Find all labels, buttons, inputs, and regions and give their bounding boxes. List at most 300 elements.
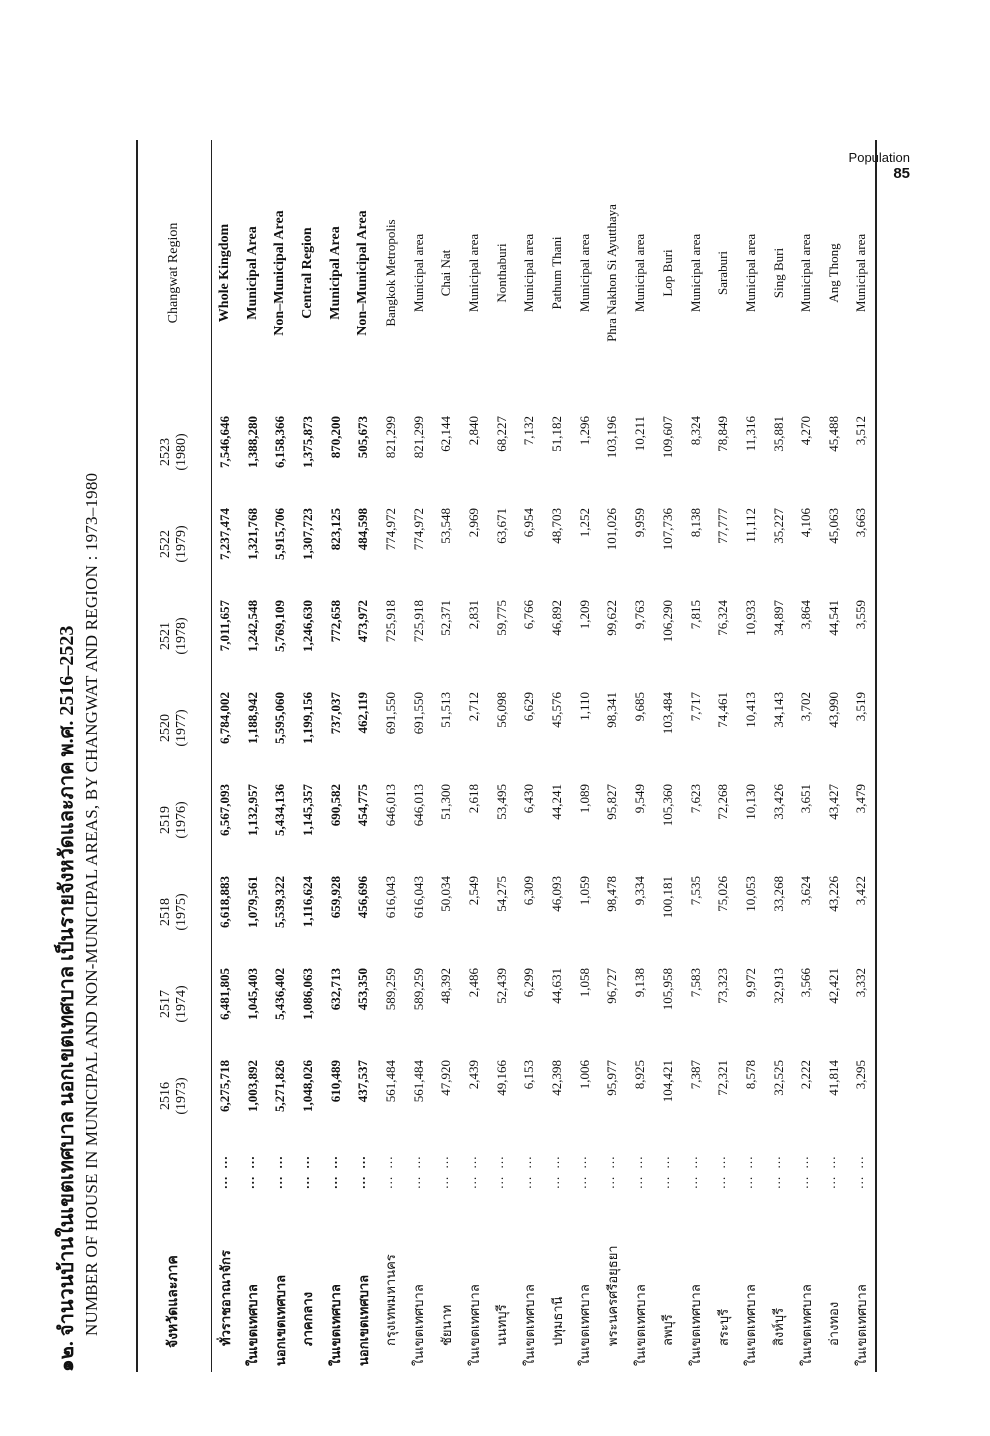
leader-dots: … …	[685, 1154, 701, 1190]
value-cell: 6,309	[521, 876, 537, 906]
value-cell: 453,350	[355, 968, 371, 1011]
value-cell: 9,138	[632, 968, 648, 998]
value-cell: 1,059	[576, 876, 592, 906]
leader-dots: … …	[795, 1154, 811, 1190]
value-cell: 473,972	[355, 600, 371, 643]
row-label-thai	[460, 1142, 488, 1372]
value-cell: 2,969	[466, 508, 482, 538]
value-cell: 43,427	[825, 784, 841, 820]
leader-dots: … …	[269, 1154, 285, 1190]
table-row	[599, 140, 627, 1372]
value-cell: 3,519	[853, 692, 869, 722]
value-cell: 1,058	[576, 968, 592, 998]
value-cell: 1,006	[576, 1060, 592, 1090]
value-cell: 737,037	[327, 692, 343, 735]
row-label-thai	[294, 1142, 322, 1372]
year-be: 2518	[158, 898, 174, 926]
header-year	[137, 682, 211, 774]
value-cell: 5,915,706	[272, 508, 288, 560]
row-label-english: Non–Municipal Area	[272, 210, 288, 336]
row-label-thai	[239, 1142, 267, 1372]
value-cell: 5,595,060	[272, 692, 288, 744]
value-cell: 35,881	[770, 416, 786, 452]
value-cell: 32,913	[770, 968, 786, 1004]
table-row	[322, 140, 350, 1372]
value-cell: 77,777	[715, 508, 731, 544]
table-row	[792, 140, 820, 1372]
houses-table	[136, 140, 877, 1372]
leader-dots: … …	[408, 1154, 424, 1190]
value-cell: 53,548	[438, 508, 454, 544]
value-cell: 105,360	[659, 784, 675, 827]
value-cell: 1,132,957	[244, 784, 260, 836]
value-cell: 100,181	[659, 876, 675, 919]
value-cell: 1,307,723	[299, 508, 315, 560]
row-label-thai	[848, 1142, 876, 1372]
row-label-thai	[543, 1142, 571, 1372]
header-row	[137, 140, 211, 1372]
value-cell: 821,299	[382, 416, 398, 459]
row-name: กรุงเทพมหานคร	[383, 1254, 399, 1346]
value-cell: 10,933	[742, 600, 758, 636]
value-cell: 1,296	[576, 416, 592, 446]
leader-dots: … …	[435, 1154, 451, 1190]
row-label-thai	[516, 1142, 544, 1372]
row-label-english: Phra Nakhon Si Ayutthaya	[604, 204, 620, 342]
value-cell: 589,259	[382, 968, 398, 1011]
value-cell: 7,535	[687, 876, 703, 906]
value-cell: 646,013	[410, 784, 426, 827]
value-cell: 53,495	[493, 784, 509, 820]
value-cell: 9,959	[632, 508, 648, 538]
value-cell: 1,079,561	[244, 876, 260, 928]
row-name: ในเขตเทศบาล	[632, 1284, 648, 1366]
value-cell: 75,026	[715, 876, 731, 912]
table-row	[433, 140, 461, 1372]
row-label-english: Bangkok Metropolis	[382, 219, 398, 327]
value-cell: 616,043	[382, 876, 398, 919]
row-name: ในเขตเทศบาล	[521, 1284, 537, 1366]
year-ce: (1978)	[174, 617, 190, 655]
value-cell: 456,696	[355, 876, 371, 919]
table-row	[737, 140, 765, 1372]
row-label-thai	[682, 1142, 710, 1372]
section-label: Population	[848, 150, 910, 165]
value-cell: 2,222	[798, 1060, 814, 1090]
value-cell: 98,341	[604, 692, 620, 728]
row-label-thai	[820, 1142, 848, 1372]
row-name: นนทบุรี	[494, 1304, 510, 1346]
value-cell: 9,549	[632, 784, 648, 814]
value-cell: 45,488	[825, 416, 841, 452]
value-cell: 10,053	[742, 876, 758, 912]
row-name: ลพบุรี	[660, 1314, 676, 1346]
value-cell: 45,063	[825, 508, 841, 544]
value-cell: 99,622	[604, 600, 620, 636]
value-cell: 6,954	[521, 508, 537, 538]
value-cell: 103,196	[604, 416, 620, 459]
header-year	[137, 958, 211, 1050]
value-cell: 11,112	[742, 508, 758, 543]
value-cell: 6,299	[521, 968, 537, 998]
value-cell: 3,512	[853, 416, 869, 446]
value-cell: 6,766	[521, 600, 537, 630]
table-row	[377, 140, 405, 1372]
table-row	[543, 140, 571, 1372]
value-cell: 870,200	[327, 416, 343, 459]
value-cell: 5,539,322	[272, 876, 288, 928]
value-cell: 72,268	[715, 784, 731, 820]
leader-dots: … …	[740, 1154, 756, 1190]
value-cell: 8,324	[687, 416, 703, 446]
value-cell: 103,484	[659, 692, 675, 735]
value-cell: 78,849	[715, 416, 731, 452]
value-cell: 9,685	[632, 692, 648, 722]
value-cell: 56,098	[493, 692, 509, 728]
value-cell: 1,045,403	[244, 968, 260, 1020]
row-name: ชัยนาท	[438, 1304, 454, 1346]
row-name: ในเขตเทศบาล	[411, 1284, 427, 1366]
leader-dots: … …	[850, 1154, 866, 1190]
row-label-english: Saraburi	[715, 250, 731, 296]
row-label-english: Ang Thong	[825, 243, 841, 303]
year-ce: (1977)	[174, 709, 190, 747]
value-cell: 3,864	[798, 600, 814, 630]
value-cell: 646,013	[382, 784, 398, 827]
value-cell: 6,567,093	[217, 784, 233, 836]
value-cell: 7,546,646	[217, 416, 233, 468]
row-label-english: Municipal area	[521, 233, 537, 313]
value-cell: 1,145,357	[299, 784, 315, 836]
value-cell: 46,093	[549, 876, 565, 912]
value-cell: 3,422	[853, 876, 869, 906]
table-row	[239, 140, 267, 1372]
value-cell: 1,048,026	[299, 1060, 315, 1112]
row-label-english: Lop Buri	[659, 249, 675, 297]
value-cell: 74,461	[715, 692, 731, 728]
row-name: ปทุมธานี	[549, 1296, 565, 1346]
row-label-english: Municipal area	[742, 233, 758, 313]
value-cell: 659,928	[327, 876, 343, 919]
table-title-thai: ๑๒. จำนวนบ้านในเขตเทศบาล นอกเขตเทศบาล เป็นรายจังหวัดและภาค พ.ศ. 2516–2523	[56, 625, 78, 1372]
row-label-english: Municipal area	[576, 233, 592, 313]
value-cell: 725,918	[410, 600, 426, 643]
leader-dots: … …	[768, 1154, 784, 1190]
value-cell: 43,990	[825, 692, 841, 728]
year-be: 2516	[158, 1082, 174, 1110]
value-cell: 11,316	[742, 416, 758, 452]
value-cell: 610,489	[327, 1060, 343, 1103]
row-name: พระนครศรีอยุธยา	[604, 1245, 620, 1346]
row-label-thai	[792, 1142, 820, 1372]
leader-dots: … …	[823, 1154, 839, 1190]
value-cell: 7,583	[687, 968, 703, 998]
table-row	[211, 140, 239, 1372]
value-cell: 50,034	[438, 876, 454, 912]
value-cell: 6,153	[521, 1060, 537, 1090]
table-row	[709, 140, 737, 1372]
row-label-thai	[765, 1142, 793, 1372]
value-cell: 104,421	[659, 1060, 675, 1103]
value-cell: 107,736	[659, 508, 675, 551]
value-cell: 7,237,474	[217, 508, 233, 560]
row-label-english: Municipal area	[632, 233, 648, 313]
row-name: ในเขตเทศบาล	[798, 1284, 814, 1366]
value-cell: 105,958	[659, 968, 675, 1011]
value-cell: 44,241	[549, 784, 565, 820]
row-label-english: Municipal area	[687, 233, 703, 313]
value-cell: 632,713	[327, 968, 343, 1011]
row-name: ในเขตเทศบาล	[853, 1284, 869, 1366]
table-row	[488, 140, 516, 1372]
value-cell: 7,717	[687, 692, 703, 722]
row-label-english: Chai Nat	[438, 249, 454, 297]
value-cell: 4,106	[798, 508, 814, 538]
row-label-english: Non–Municipal Area	[355, 210, 371, 336]
table-row	[460, 140, 488, 1372]
row-label-thai	[654, 1142, 682, 1372]
header-year	[137, 1050, 211, 1142]
value-cell: 3,663	[853, 508, 869, 538]
value-cell: 9,972	[742, 968, 758, 998]
year-ce: (1980)	[174, 433, 190, 471]
value-cell: 42,398	[549, 1060, 565, 1096]
value-cell: 6,275,718	[217, 1060, 233, 1112]
leader-dots: … …	[546, 1154, 562, 1190]
value-cell: 47,920	[438, 1060, 454, 1096]
row-name: อ่างทอง	[826, 1301, 842, 1346]
table-title-english: NUMBER OF HOUSE IN MUNICIPAL AND NON-MUNICIPAL AREAS, BY CHANGWAT AND REGION : 1973–1980	[82, 472, 101, 1336]
value-cell: 9,763	[632, 600, 648, 630]
year-ce: (1975)	[174, 893, 190, 931]
value-cell: 1,110	[576, 692, 592, 721]
row-label-english: Municipal area	[798, 233, 814, 313]
row-name: ในเขตเทศบาล	[245, 1284, 261, 1366]
header-year	[137, 590, 211, 682]
value-cell: 589,259	[410, 968, 426, 1011]
row-name: ภาคกลาง	[300, 1291, 316, 1346]
row-label-thai	[405, 1142, 433, 1372]
value-cell: 10,413	[742, 692, 758, 728]
value-cell: 43,226	[825, 876, 841, 912]
table-row	[571, 140, 599, 1372]
value-cell: 1,188,942	[244, 692, 260, 744]
row-label-thai	[349, 1142, 377, 1372]
table-row	[516, 140, 544, 1372]
value-cell: 8,578	[742, 1060, 758, 1090]
value-cell: 35,227	[770, 508, 786, 544]
row-label-thai	[377, 1142, 405, 1372]
value-cell: 1,086,063	[299, 968, 315, 1020]
value-cell: 6,158,366	[272, 416, 288, 468]
value-cell: 51,513	[438, 692, 454, 728]
value-cell: 1,116,624	[299, 876, 315, 928]
table-row	[654, 140, 682, 1372]
table-row	[626, 140, 654, 1372]
value-cell: 95,977	[604, 1060, 620, 1096]
value-cell: 42,421	[825, 968, 841, 1004]
value-cell: 7,623	[687, 784, 703, 814]
header-year	[137, 774, 211, 866]
value-cell: 95,827	[604, 784, 620, 820]
row-name: ทั่วราชอาณาจักร	[217, 1250, 233, 1346]
value-cell: 6,481,805	[217, 968, 233, 1020]
value-cell: 454,775	[355, 784, 371, 827]
value-cell: 48,392	[438, 968, 454, 1004]
value-cell: 6,629	[521, 692, 537, 722]
value-cell: 2,618	[466, 784, 482, 814]
value-cell: 691,550	[410, 692, 426, 735]
value-cell: 484,598	[355, 508, 371, 551]
header-year	[137, 866, 211, 958]
value-cell: 32,525	[770, 1060, 786, 1096]
leader-dots: … …	[574, 1154, 590, 1190]
leader-dots: … …	[214, 1154, 230, 1190]
row-label-thai	[266, 1142, 294, 1372]
value-cell: 98,478	[604, 876, 620, 912]
value-cell: 2,712	[466, 692, 482, 722]
value-cell: 4,270	[798, 416, 814, 446]
rotated-table-page	[50, 140, 880, 1372]
row-label-english: Municipal Area	[244, 226, 260, 320]
value-cell: 9,334	[632, 876, 648, 906]
table-body	[211, 140, 876, 1372]
value-cell: 1,209	[576, 600, 592, 630]
year-be: 2523	[158, 438, 174, 466]
leader-dots: … …	[712, 1154, 728, 1190]
value-cell: 68,227	[493, 416, 509, 452]
value-cell: 44,541	[825, 600, 841, 636]
year-be: 2521	[158, 622, 174, 650]
value-cell: 8,925	[632, 1060, 648, 1090]
leader-dots: … …	[297, 1154, 313, 1190]
leader-dots: … …	[352, 1154, 368, 1190]
leader-dots: … …	[518, 1154, 534, 1190]
value-cell: 1,388,280	[244, 416, 260, 468]
table-row	[294, 140, 322, 1372]
value-cell: 2,840	[466, 416, 482, 446]
value-cell: 2,439	[466, 1060, 482, 1090]
row-name: นอกเขตเทศบาล	[355, 1274, 371, 1366]
row-name: ในเขตเทศบาล	[743, 1284, 759, 1366]
year-be: 2519	[158, 806, 174, 834]
table-row	[682, 140, 710, 1372]
year-be: 2522	[158, 530, 174, 558]
row-label-thai	[211, 1142, 239, 1372]
row-name: ในเขตเทศบาล	[577, 1284, 593, 1366]
row-label-thai	[599, 1142, 627, 1372]
value-cell: 7,011,657	[217, 600, 233, 652]
value-cell: 2,486	[466, 968, 482, 998]
row-name: สิงห์บุรี	[771, 1307, 787, 1346]
value-cell: 96,727	[604, 968, 620, 1004]
value-cell: 774,972	[410, 508, 426, 551]
year-be: 2520	[158, 714, 174, 742]
row-label-english: Municipal area	[466, 233, 482, 313]
value-cell: 5,271,826	[272, 1060, 288, 1112]
value-cell: 437,537	[355, 1060, 371, 1103]
value-cell: 725,918	[382, 600, 398, 643]
value-cell: 690,582	[327, 784, 343, 827]
header-english: Changwat Region	[166, 222, 182, 324]
value-cell: 34,897	[770, 600, 786, 636]
value-cell: 3,651	[798, 784, 814, 814]
row-label-thai	[488, 1142, 516, 1372]
page-number: 85	[893, 165, 910, 182]
row-label-english: Whole Kingdom	[217, 223, 233, 323]
value-cell: 561,484	[410, 1060, 426, 1103]
value-cell: 1,199,156	[299, 692, 315, 744]
value-cell: 44,631	[549, 968, 565, 1004]
year-ce: (1973)	[174, 1077, 190, 1115]
value-cell: 6,430	[521, 784, 537, 814]
value-cell: 6,784,002	[217, 692, 233, 744]
value-cell: 7,815	[687, 600, 703, 630]
row-label-english: Nonthaburi	[493, 243, 509, 303]
row-label-english: Pathum Thani	[549, 236, 565, 310]
value-cell: 33,426	[770, 784, 786, 820]
value-cell: 10,211	[632, 416, 648, 452]
value-cell: 48,703	[549, 508, 565, 544]
value-cell: 774,972	[382, 508, 398, 551]
value-cell: 34,143	[770, 692, 786, 728]
row-name: ในเขตเทศบาล	[688, 1284, 704, 1366]
table-row	[765, 140, 793, 1372]
value-cell: 10,130	[742, 784, 758, 820]
table-row	[820, 140, 848, 1372]
table-row	[405, 140, 433, 1372]
row-label-english: Sing Buri	[770, 247, 786, 299]
row-name: นอกเขตเทศบาล	[272, 1274, 288, 1366]
value-cell: 109,607	[659, 416, 675, 459]
value-cell: 823,125	[327, 508, 343, 551]
value-cell: 72,321	[715, 1060, 731, 1096]
row-name: ในเขตเทศบาล	[328, 1284, 344, 1366]
value-cell: 51,300	[438, 784, 454, 820]
row-name: ในเขตเทศบาล	[466, 1284, 482, 1366]
row-label-thai	[709, 1142, 737, 1372]
value-cell: 1,321,768	[244, 508, 260, 560]
header-year	[137, 498, 211, 590]
value-cell: 3,332	[853, 968, 869, 998]
leader-dots: … …	[325, 1154, 341, 1190]
value-cell: 1,242,548	[244, 600, 260, 652]
year-ce: (1979)	[174, 525, 190, 563]
leader-dots: … …	[242, 1154, 258, 1190]
value-cell: 46,892	[549, 600, 565, 636]
value-cell: 1,003,892	[244, 1060, 260, 1112]
year-ce: (1976)	[174, 801, 190, 839]
row-name: สระบุรี	[715, 1308, 731, 1346]
value-cell: 8,138	[687, 508, 703, 538]
row-label-english: Municipal area	[853, 233, 869, 313]
header-year	[137, 406, 211, 498]
leader-dots: … …	[491, 1154, 507, 1190]
row-label-thai	[571, 1142, 599, 1372]
value-cell: 1,375,873	[299, 416, 315, 468]
value-cell: 772,658	[327, 600, 343, 643]
leader-dots: … …	[463, 1154, 479, 1190]
row-label-thai	[737, 1142, 765, 1372]
value-cell: 76,324	[715, 600, 731, 636]
value-cell: 54,275	[493, 876, 509, 912]
leader-dots: … …	[629, 1154, 645, 1190]
value-cell: 5,436,402	[272, 968, 288, 1020]
value-cell: 45,576	[549, 692, 565, 728]
value-cell: 821,299	[410, 416, 426, 459]
leader-dots: … …	[601, 1154, 617, 1190]
value-cell: 5,769,109	[272, 600, 288, 652]
